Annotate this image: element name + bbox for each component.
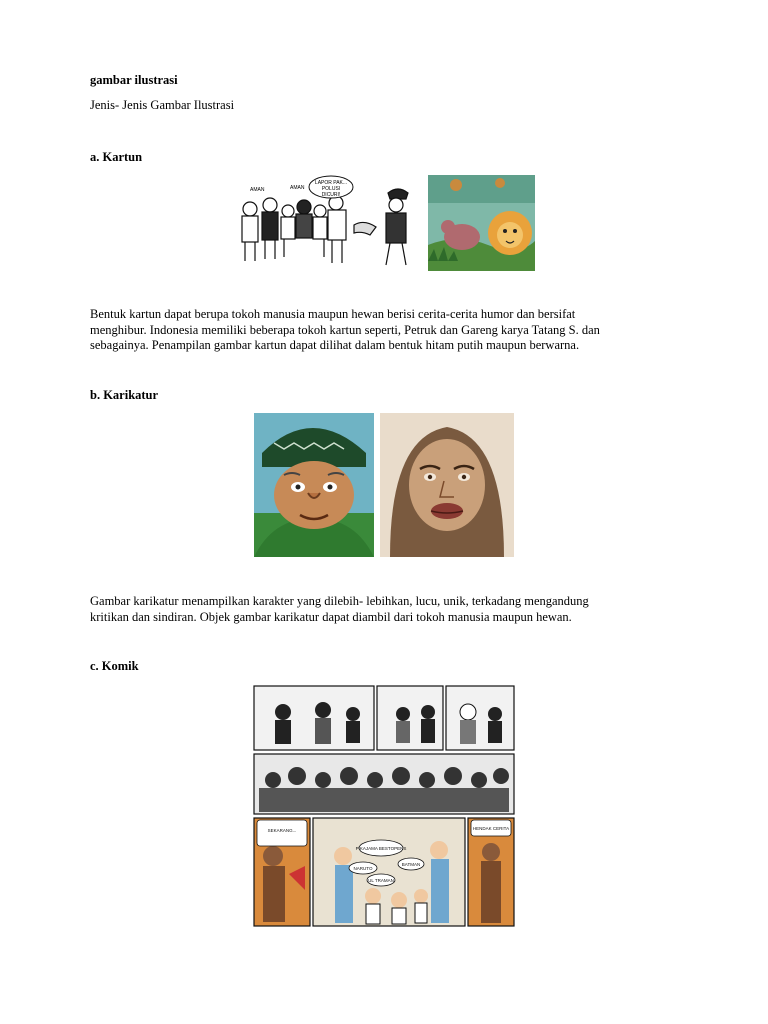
section-heading-karikatur: b. Karikatur bbox=[90, 388, 159, 402]
comic-bubble-text-1: SEKARANG... bbox=[267, 828, 297, 833]
karikatur-line-2: kritikan dan sindiran. Objek gambar karikatur dapat diambil dari tokoh manusia maupun hewan. bbox=[90, 609, 572, 624]
comic-bubble-text-4: UL TRAMAN bbox=[368, 878, 394, 883]
comic-bubble-text-3: BATMAN bbox=[401, 862, 421, 867]
kartun-line-2: menghibur. Indonesia memiliki beberapa tokoh kartun seperti, Petruk dan Gareng karya Tatang S. dan bbox=[90, 322, 600, 337]
comic-bubble-text-6: HENDAK CERITA bbox=[472, 826, 510, 831]
comic-strip-image bbox=[253, 684, 515, 928]
page-subtitle: Jenis- Jenis Gambar Ilustrasi bbox=[90, 98, 235, 112]
bw-cartoon-image bbox=[236, 175, 426, 271]
kartun-line-1: Bentuk kartun dapat berupa tokoh manusia maupun hewan berisi cerita-cerita humor dan bersifat bbox=[90, 307, 576, 321]
kartun-paragraph bbox=[90, 307, 690, 354]
karikatur-paragraph bbox=[90, 594, 690, 625]
caricature-woman-image bbox=[380, 413, 514, 557]
section-heading-kartun: a. Kartun bbox=[90, 150, 143, 164]
comic-bubble-text-5: PIKAJAMA BESTOPENS bbox=[355, 846, 407, 851]
cartoon-bubble-text-3: DICURI! bbox=[321, 192, 341, 198]
cartoon-bubble-text-2: POLUSI bbox=[321, 186, 341, 192]
comic-bubble-text-2: NARUTO bbox=[353, 866, 373, 871]
cartoon-bubble-text-1: LAPOR PAK... bbox=[314, 180, 348, 186]
cartoon-bubble-text-5: AMAN bbox=[290, 185, 305, 191]
kartun-line-3: sebagainya. Penampilan gambar kartun dapat dilihat dalam bentuk hitam putih maupun berwarna. bbox=[90, 338, 580, 352]
page-title: gambar ilustrasi bbox=[90, 73, 178, 87]
cartoon-bubble-text-4: AMAN bbox=[250, 187, 265, 193]
color-animal-cartoon-image bbox=[428, 175, 535, 271]
karikatur-line-1: Gambar karikatur menampilkan karakter yang dilebih- lebihkan, lucu, unik, terkadang mengandung bbox=[90, 594, 589, 608]
section-heading-komik: c. Komik bbox=[90, 659, 139, 673]
caricature-man-image bbox=[254, 413, 374, 557]
